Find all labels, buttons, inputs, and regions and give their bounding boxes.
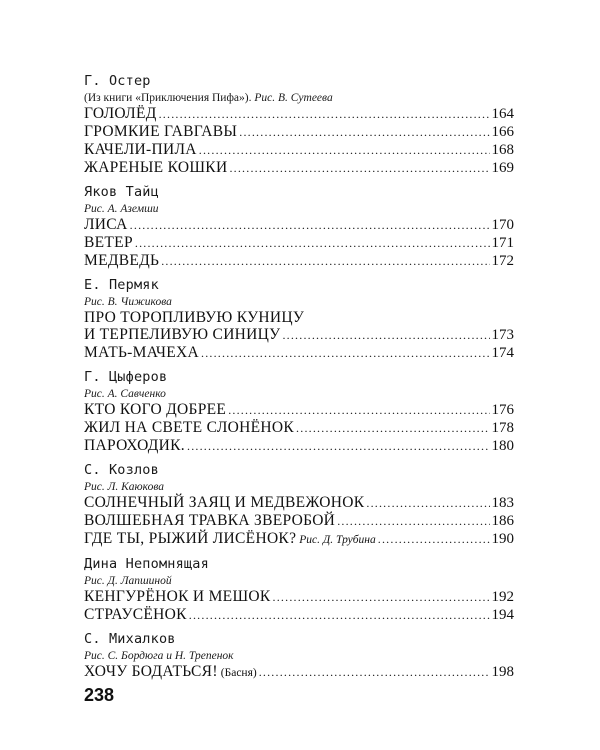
dot-leader: [378, 531, 490, 548]
toc-section: [84, 183, 514, 270]
illustrator-name: Рис. Д. Лапшиной: [84, 575, 172, 587]
entry-page: 198: [491, 664, 514, 680]
author-name: Е. Пермяк: [84, 277, 159, 293]
table-of-contents: [84, 72, 514, 682]
dot-leader: [135, 235, 490, 252]
toc-entry: [84, 252, 514, 270]
entry-page: 192: [491, 589, 514, 605]
illustrator-credit: [84, 480, 514, 494]
toc-entry: [84, 401, 514, 419]
toc-section: [84, 276, 514, 362]
entry-title: МЕДВЕДЬ: [84, 252, 160, 269]
entry-title: КЕНГУРЁНОК И МЕШОК: [84, 588, 271, 605]
entry-title: КАЧЕЛИ-ПИЛА: [84, 141, 197, 158]
dot-leader: [187, 438, 490, 455]
toc-entry-continuation: [84, 326, 514, 344]
toc-entry: [84, 309, 514, 326]
toc-entry: [84, 437, 514, 455]
dot-leader: [282, 327, 489, 344]
entry-page: 164: [491, 106, 514, 122]
entry-illustrator-note: Рис. Д. Трубина: [299, 534, 376, 546]
dot-leader: [130, 217, 490, 234]
entry-page: 183: [491, 495, 514, 511]
toc-entry: [84, 141, 514, 159]
illustrator-name: Рис. В. Чижикова: [84, 296, 172, 308]
entry-page: 168: [491, 142, 514, 158]
toc-entry: [84, 588, 514, 606]
entry-title: ГОЛОЛЁД: [84, 105, 157, 122]
entry-page: 190: [491, 531, 514, 547]
page-number: 238: [84, 685, 115, 705]
entry-page: 176: [491, 402, 514, 418]
author-name: С. Михалков: [84, 631, 176, 647]
dot-leader: [366, 495, 489, 512]
toc-section: [84, 368, 514, 455]
toc-entry: [84, 344, 514, 362]
entry-page: 180: [491, 438, 514, 454]
entry-title-line: ПРО ТОРОПЛИВУЮ КУНИЦУ: [84, 309, 305, 326]
entry-page: 169: [491, 160, 514, 176]
dot-leader: [259, 664, 490, 681]
dot-leader: [201, 345, 490, 362]
entry-page: 178: [491, 420, 514, 436]
toc-entry: [84, 216, 514, 234]
illustrator-name: Рис. Л. Каюкова: [84, 481, 165, 493]
entry-title: ЖИЛ НА СВЕТЕ СЛОНЁНОК: [84, 419, 295, 436]
entry-title: ЖАРЕНЫЕ КОШКИ: [84, 159, 228, 176]
illustrator-credit: [84, 91, 514, 105]
illustrator-credit: [84, 295, 514, 309]
toc-entry: [84, 512, 514, 530]
toc-entry: [84, 494, 514, 512]
toc-section: [84, 72, 514, 177]
dot-leader: [159, 106, 490, 123]
illustrator-name: Рис. А. Савченко: [84, 388, 166, 400]
entry-title: ГДЕ ТЫ, РЫЖИЙ ЛИСЁНОК?: [84, 530, 297, 547]
entry-title: ВЕТЕР: [84, 234, 133, 251]
author-name: С. Козлов: [84, 462, 159, 478]
entry-title: ЛИСА: [84, 216, 128, 233]
entry-page: 194: [491, 607, 514, 623]
illustrator-name: Рис. С. Бордюга и Н. Трепенок: [84, 650, 234, 662]
toc-section: [84, 461, 514, 549]
dot-leader: [228, 402, 489, 419]
toc-entry: [84, 419, 514, 437]
entry-page: 186: [491, 513, 514, 529]
toc-section: [84, 630, 514, 682]
dot-leader: [273, 589, 490, 606]
toc-entry: [84, 123, 514, 141]
entry-title: СОЛНЕЧНЫЙ ЗАЯЦ И МЕДВЕЖОНОК: [84, 494, 365, 511]
dot-leader: [161, 253, 489, 270]
entry-page: 170: [491, 217, 514, 233]
dot-leader: [229, 160, 489, 177]
illustrator-name: Рис. В. Сутеева: [254, 92, 333, 104]
dot-leader: [199, 142, 490, 159]
toc-entry: [84, 530, 514, 549]
toc-entry: [84, 663, 514, 682]
entry-title: МАТЬ-МАЧЕХА: [84, 344, 199, 361]
dot-leader: [296, 420, 489, 437]
entry-title: ВОЛШЕБНАЯ ТРАВКА ЗВЕРОБОЙ: [84, 512, 336, 529]
illustrator-credit: [84, 649, 514, 663]
entry-page: 172: [491, 253, 514, 269]
entry-title: ХОЧУ БОДАТЬСЯ!: [84, 663, 218, 680]
illustrator-source: (Из книги «Приключения Пифа»).: [84, 92, 252, 104]
entry-title: КТО КОГО ДОБРЕЕ: [84, 401, 227, 418]
entry-page: 166: [491, 124, 514, 140]
entry-title: СТРАУСЁНОК: [84, 606, 187, 623]
entry-genre-note: (Басня): [220, 667, 257, 679]
illustrator-name: Рис. А. Аземши: [84, 203, 159, 215]
toc-entry: [84, 159, 514, 177]
entry-page: 171: [491, 235, 514, 251]
author-name: Дина Непомнящая: [84, 556, 209, 572]
toc-entry: [84, 234, 514, 252]
entry-title: ГРОМКИЕ ГАВГАВЫ: [84, 123, 238, 140]
toc-entry: [84, 105, 514, 123]
entry-title: ПАРОХОДИК.: [84, 437, 185, 454]
author-name: Г. Остер: [84, 73, 151, 89]
dot-leader: [239, 124, 489, 141]
illustrator-credit: [84, 387, 514, 401]
dot-leader: [337, 513, 489, 530]
toc-entry: [84, 606, 514, 624]
dot-leader: [189, 607, 490, 624]
author-name: Яков Тайц: [84, 184, 159, 200]
entry-title: И ТЕРПЕЛИВУЮ СИНИЦУ: [84, 326, 281, 343]
entry-page: 174: [491, 345, 514, 361]
author-name: Г. Цыферов: [84, 369, 168, 385]
entry-page: 173: [491, 327, 514, 343]
illustrator-credit: [84, 574, 514, 588]
toc-section: [84, 555, 514, 624]
illustrator-credit: [84, 202, 514, 216]
